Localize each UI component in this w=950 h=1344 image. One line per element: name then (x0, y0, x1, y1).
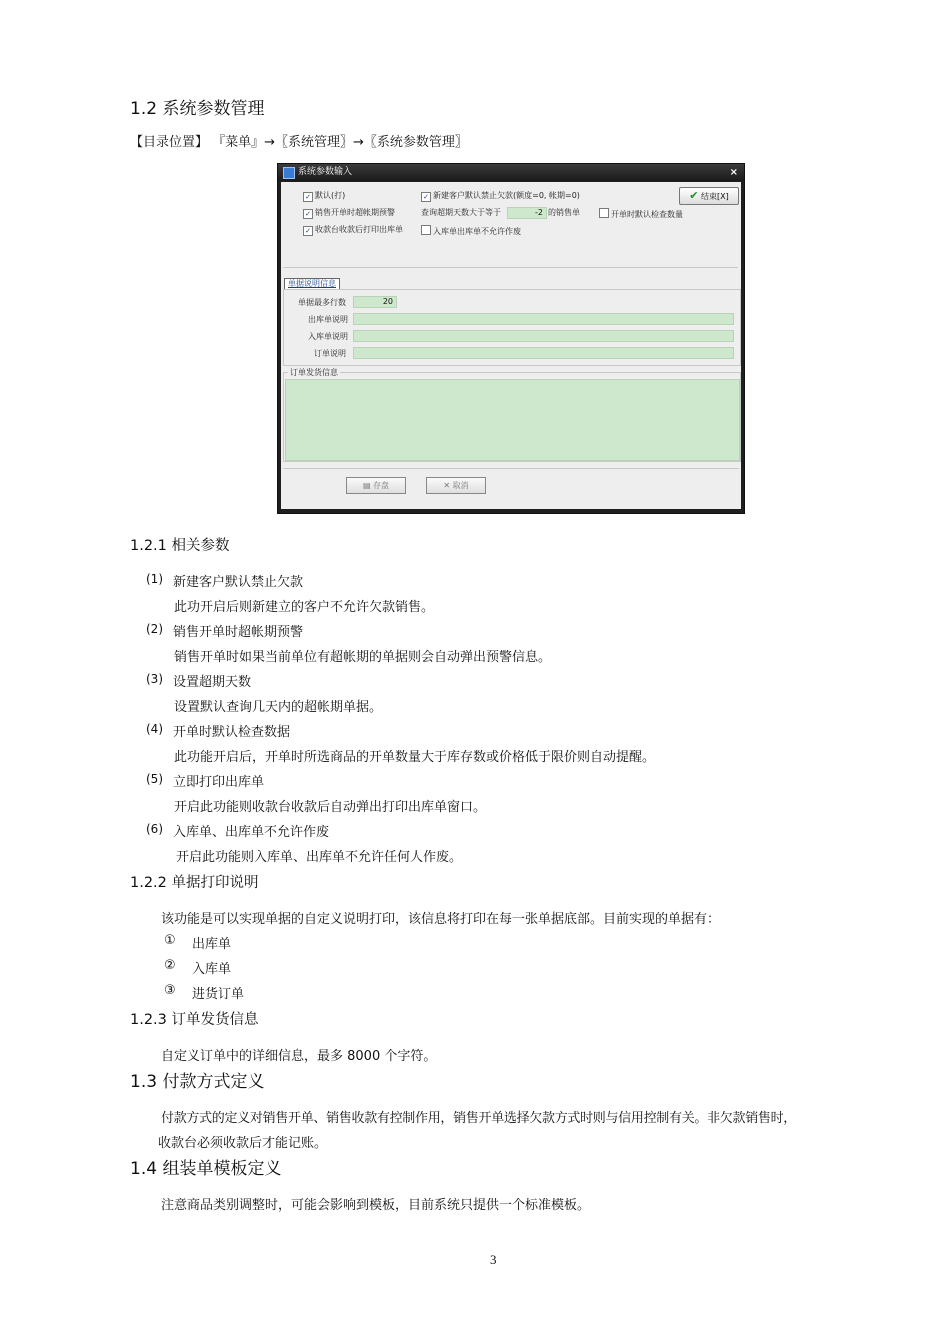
s122-body: 该功能是可以实现单据的自定义说明打印，该信息将打印在每一张单据底部。目前实现的单据有： (161, 912, 721, 927)
close-icon[interactable]: × (729, 167, 738, 178)
max-rows-value: 20 (382, 297, 393, 306)
system-parameter-dialog (277, 163, 745, 514)
option-default-checkbox[interactable] (303, 191, 345, 202)
overdue-days-input[interactable] (507, 207, 547, 219)
item-3-head: 设置超期天数 (173, 675, 252, 690)
order-shipping-textarea[interactable] (285, 379, 740, 461)
item-6-head: 入库单、出库单不允许作废 (173, 825, 330, 840)
s13-body-line-1: 付款方式的定义对销售开单、销售收款有控制作用，销售开单选择欠款方式时则与信用控制有关。非欠款销售时， (161, 1111, 797, 1126)
option-no-void-checkbox[interactable] (421, 225, 521, 237)
checkmark-icon: ✔ (689, 189, 699, 202)
max-rows-label: 单据最多行数 (298, 298, 346, 307)
dialog-client-area (281, 182, 741, 509)
checkbox-empty-icon (421, 225, 431, 235)
order-note-input[interactable] (353, 347, 734, 359)
overdue-days-suffix: 的销售单 (548, 208, 580, 217)
bottom-divider (283, 468, 739, 469)
checkbox-checked-icon: ✓ (421, 192, 431, 202)
page-number: 3 (490, 1252, 497, 1267)
max-rows-input[interactable] (353, 296, 397, 308)
option-label: 收款台收款后打印出库单 (315, 225, 403, 234)
overdue-days-value: -2 (535, 208, 543, 217)
overdue-days-label (421, 208, 501, 218)
order-shipping-group-label: 订单发货信息 (290, 368, 338, 377)
section-title-1-2: 1.2 系统参数管理 (130, 99, 265, 119)
in-note-input[interactable] (353, 330, 734, 342)
item-5-body: 开启此功能则收款台收款后自动弹出打印出库单窗口。 (174, 800, 487, 815)
option-check-quantity-checkbox[interactable] (599, 208, 683, 220)
end-button-label: 结束[X] (701, 192, 729, 201)
s13-body-line-2: 收款台必须收款后才能记账。 (158, 1136, 328, 1151)
app-icon (283, 167, 295, 179)
option-print-after-payment-checkbox[interactable] (303, 225, 403, 236)
item-2-body: 销售开单时如果当前单位有超帐期的单据则会自动弹出预警信息。 (174, 650, 552, 665)
save-icon: ▤ (362, 481, 371, 490)
s123-body: 自定义订单中的详细信息，最多 8000 个字符。 (161, 1049, 437, 1064)
section-title-1-4: 1.4 组装单模板定义 (130, 1159, 282, 1179)
s14-body: 注意商品类别调整时，可能会影响到模板，目前系统只提供一个标准模板。 (161, 1198, 591, 1213)
item-4-head: 开单时默认检查数据 (173, 725, 291, 740)
list-3-text: 进货订单 (192, 987, 245, 1002)
divider (283, 267, 738, 268)
out-note-label: 出库单说明 (308, 315, 348, 324)
option-new-customer-no-credit-checkbox[interactable] (421, 191, 580, 202)
dialog-title: 系统参数输入 (298, 167, 353, 177)
list-2-number: ② (164, 958, 176, 973)
item-6-body: 开启此功能则入库单、出库单不允许任何人作废。 (176, 850, 463, 865)
checkbox-checked-icon: ✓ (303, 192, 313, 202)
item-1-body: 此功开启后则新建立的客户不允许欠款销售。 (174, 600, 435, 615)
list-3-number: ③ (164, 983, 176, 998)
cancel-button-label: 取消 (452, 481, 469, 490)
checkbox-checked-icon: ✓ (303, 209, 313, 219)
item-5-head: 立即打印出库单 (173, 775, 265, 790)
item-4-number: (4) (146, 722, 163, 736)
cancel-icon: ✕ (443, 481, 451, 490)
item-3-number: (3) (146, 672, 163, 686)
item-2-head: 销售开单时超帐期预警 (173, 625, 304, 640)
order-note-label: 订单说明 (314, 349, 346, 358)
list-2-text: 入库单 (192, 962, 232, 977)
item-2-number: (2) (146, 622, 163, 636)
item-4-body: 此功能开启后，开单时所选商品的开单数量大于库存数或价格低于限价则自动提醒。 (174, 750, 656, 765)
section-title-1-2-3: 1.2.3 订单发货信息 (130, 1012, 259, 1028)
item-3-body: 设置默认查询几天内的超帐期单据。 (174, 700, 383, 715)
option-label: 销售开单时超帐期预警 (315, 208, 395, 217)
list-1-text: 出库单 (192, 937, 232, 952)
overdue-days-prefix: 查询超期天数大于等于 (421, 208, 501, 217)
list-1-number: ① (164, 933, 176, 948)
section-title-1-2-2: 1.2.2 单据打印说明 (130, 875, 259, 891)
checkbox-empty-icon (599, 208, 609, 218)
end-button[interactable] (679, 187, 739, 205)
checkbox-checked-icon: ✓ (303, 226, 313, 236)
section-title-1-2-1: 1.2.1 相关参数 (130, 538, 230, 554)
option-label: 开单时默认检查数量 (611, 210, 683, 219)
option-label: 默认(打) (315, 191, 346, 200)
save-button-label: 存盘 (373, 481, 390, 490)
item-1-head: 新建客户默认禁止欠款 (173, 575, 304, 590)
tab-document-info[interactable]: 单据说明信息 (284, 278, 340, 290)
option-label: 入库单出库单不允许作废 (433, 227, 521, 236)
in-note-label: 入库单说明 (308, 332, 348, 341)
out-note-input[interactable] (353, 313, 734, 325)
item-1-number: (1) (146, 572, 163, 586)
item-6-number: (6) (146, 822, 163, 836)
dialog-titlebar (278, 164, 744, 181)
option-overdue-warning-checkbox[interactable] (303, 208, 395, 219)
menu-location-line: 【目录位置】 『菜单』→〖系统管理〗→〖系统参数管理〗 (130, 135, 468, 150)
item-5-number: (5) (146, 772, 163, 786)
cancel-button[interactable] (426, 477, 486, 494)
save-button[interactable] (346, 477, 406, 494)
option-label: 新建客户默认禁止欠款(额度=0, 帐期=0) (433, 191, 580, 200)
section-title-1-3: 1.3 付款方式定义 (130, 1072, 265, 1092)
